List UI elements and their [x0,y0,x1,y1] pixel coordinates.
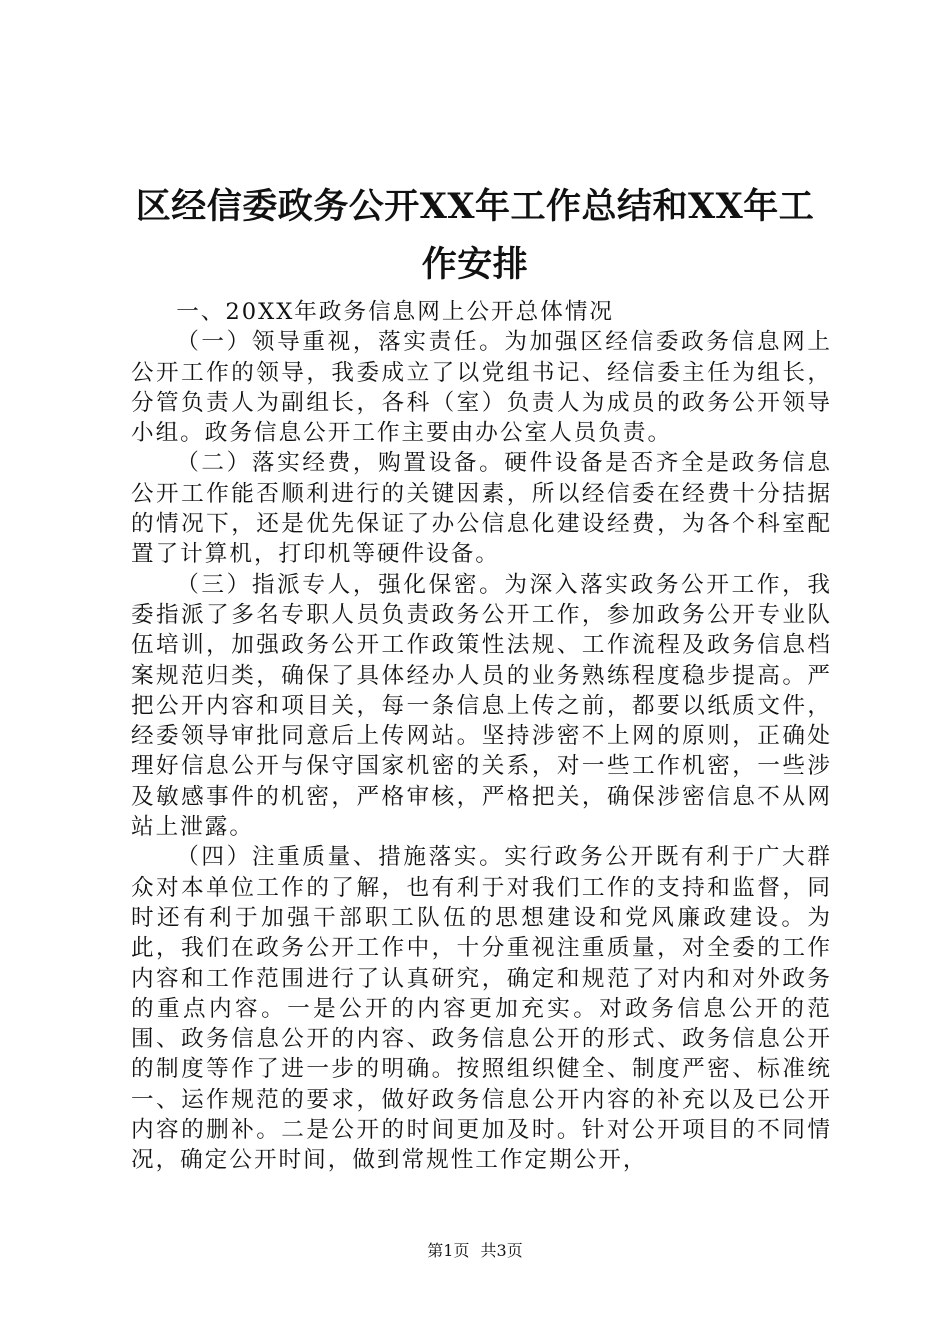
page-footer [0,1241,950,1261]
page-number: 第1页 [427,1241,470,1260]
paragraph-1: （一）领导重视，落实责任。为加强区经信委政务信息网上公开工作的领导，我委成立了以党组书记、经信委主任为组长，分管负责人为副组长，各科（室）负责人为成员的政务公开领导小组。政务信息公开工作主要由办公室人员负责。 [131,329,832,447]
section-heading: 一、20XX年政务信息网上公开总体情况 [176,299,615,325]
paragraph-4: （四）注重质量、措施落实。实行政务公开既有利于广大群众对本单位工作的了解，也有利于对我们工作的支持和监督，同时还有利于加强干部职工队伍的思想建设和党风廉政建设。为此，我们在政务公开工作中，十分重视注重质量，对全委的工作内容和工作范围进行了认真研究，确定和规范了对内和对外政务的重点内容。一是公开的内容更加充实。对政务信息公开的范围、政务信息公开的内容、政务信息公开的形式、政务信息公开的制度等作了进一步的明确。按照组织健全、制度严密、标准统一、运作规范的要求，做好政务信息公开内容的补充以及已公开内容的删补。二是公开的时间更加及时。针对公开项目的不同情况，确定公开时间，做到常规性工作定期公开， [131,844,832,1174]
paragraph-2: （二）落实经费，购置设备。硬件设备是否齐全是政务信息公开工作能否顺利进行的关键因素，所以经信委在经费十分拮据的情况下，还是优先保证了办公信息化建设经费，为各个科室配置了计算机，打印机等硬件设备。 [131,450,832,568]
page-total: 共3页 [480,1241,523,1260]
document-body [131,297,832,1176]
paragraph-3: （三）指派专人，强化保密。为深入落实政务公开工作，我委指派了多名专职人员负责政务公开工作，参加政务公开专业队伍培训，加强政务公开工作政策性法规、工作流程及政务信息档案规范归类，确保了具体经办人员的业务熟练程度稳步提高。严把公开内容和项目关，每一条信息上传之前，都要以纸质文件，经委领导审批同意后上传网站。坚持涉密不上网的原则，正确处理好信息公开与保守国家机密的关系，对一些工作机密，一些涉及敏感事件的机密，严格审核，严格把关，确保涉密信息不从网站上泄露。 [131,571,832,841]
document-title: 区经信委政务公开XX年工作总结和XX年工作安排 [135,186,815,285]
